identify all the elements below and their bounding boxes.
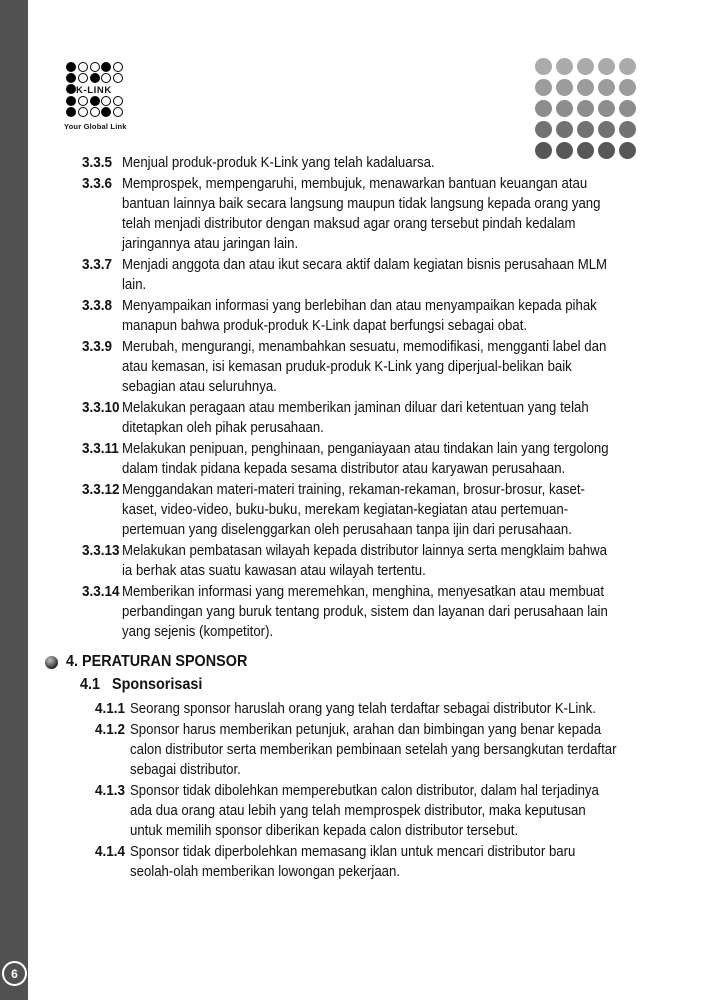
rule-item-text: Memberikan informasi yang meremehkan, menghina, menyesatkan atau membuat perbandingan yang buruk tentang produk, sistem dan layanan dari perusahaan lain yang sejenis (kompetitor).	[122, 583, 608, 640]
decor-dot	[619, 58, 636, 75]
sponsor-item	[95, 699, 707, 719]
rule-item-number: 3.3.14	[82, 583, 120, 600]
sponsor-item-number: 4.1.2	[95, 721, 126, 738]
logo-dot	[90, 96, 100, 106]
subsection-number: 4.1	[80, 676, 101, 693]
subsection-title: Sponsorisasi	[112, 676, 203, 693]
logo-dot	[101, 107, 111, 117]
rule-item	[82, 582, 707, 642]
sponsor-item-number: 4.1.4	[95, 843, 126, 860]
decor-dot	[619, 79, 636, 96]
logo-dot	[66, 62, 76, 72]
decor-dot	[535, 79, 552, 96]
decor-dot	[556, 58, 573, 75]
k-link-logo	[64, 62, 128, 131]
rule-item-number: 3.3.6	[82, 175, 113, 192]
rule-item	[82, 541, 707, 581]
rule-item-text: Melakukan penipuan, penghinaan, penganiayaan atau tindakan lain yang tergolong dalam tindak pidana kepada sesama distributor atau karyawan perusahaan.	[122, 440, 609, 477]
decor-dot	[556, 100, 573, 117]
rule-item-number: 3.3.5	[82, 154, 113, 171]
decor-dot	[556, 121, 573, 138]
rule-item-number: 3.3.11	[82, 440, 119, 457]
logo-dot	[78, 62, 88, 72]
rule-item	[82, 439, 707, 479]
rule-item	[82, 153, 707, 173]
logo-dot	[113, 107, 123, 117]
logo-dot	[90, 62, 100, 72]
decor-dot	[577, 100, 594, 117]
rule-item-number: 3.3.8	[82, 297, 113, 314]
logo-tagline: Your Global Link	[64, 122, 127, 131]
rule-item	[82, 296, 707, 336]
bullet-sphere-icon	[45, 656, 58, 669]
rule-item	[82, 398, 707, 438]
rule-item-number: 3.3.12	[82, 481, 120, 498]
decor-dot	[598, 79, 615, 96]
logo-dot	[113, 62, 123, 72]
logo-dot	[66, 107, 76, 117]
decor-dot	[619, 121, 636, 138]
rules-list	[82, 153, 707, 642]
logo-dot	[101, 96, 111, 106]
logo-dot	[90, 73, 100, 83]
logo-dot	[66, 73, 76, 83]
logo-dot-grid	[66, 62, 124, 118]
decor-dot	[535, 58, 552, 75]
sponsor-item-text: Sponsor tidak dibolehkan memperebutkan calon distributor, dalam hal terjadinya ada dua orang atau lebih yang telah memprospek distributor, maka keputusan untuk memilih sponsor diberikan kepada calon distributor tersebut.	[130, 782, 599, 839]
rule-item-text: Melakukan peragaan atau memberikan jaminan diluar dari ketentuan yang telah ditetapkan oleh pihak perusahaan.	[122, 399, 589, 436]
sponsor-item-number: 4.1.3	[95, 782, 126, 799]
logo-dot	[78, 73, 88, 83]
rule-item-text: Memprospek, mempengaruhi, membujuk, menawarkan bantuan keuangan atau bantuan lainnya baik secara langsung maupun tidak langsung kepada orang yang telah menjadi distributor dengan maksud agar orang tersebut pindah kedalam jaringannya atau jaringan lain.	[122, 175, 601, 252]
rule-item-text: Menjual produk-produk K-Link yang telah kadaluarsa.	[122, 154, 435, 171]
page-number-badge	[2, 961, 27, 986]
rule-item-text: Melakukan pembatasan wilayah kepada distributor lainnya serta mengklaim bahwa ia berhak atas suatu kawasan atau wilayah tertentu.	[122, 542, 608, 579]
logo-dot	[101, 73, 111, 83]
rule-item-text: Menggandakan materi-materi training, rekaman-rekaman, brosur-brosur, kaset-kaset, video-video, buku-buku, merekam kegiatan-kegiatan atau pertemuan-pertemuan yang diselenggarkan oleh perusahaan tanpa ijin dari perusahaan.	[122, 481, 585, 538]
decor-dot	[577, 58, 594, 75]
decor-dot	[556, 79, 573, 96]
section-heading-text: 4. PERATURAN SPONSOR	[66, 653, 248, 670]
rule-item-number: 3.3.10	[82, 399, 120, 416]
logo-brand-text: K-LINK	[76, 85, 112, 96]
rule-item-text: Menyampaikan informasi yang berlebihan dan atau menyampaikan kepada pihak manapun bahwa produk-produk K-Link dapat berfungsi sebagai obat.	[122, 297, 597, 334]
rule-item-number: 3.3.7	[82, 256, 113, 273]
sponsor-item-text: Sponsor harus memberikan petunjuk, arahan dan bimbingan yang benar kepada calon distributor serta memberikan pembinaan setelah yang bersangkutan terdaftar sebagai distributor.	[130, 721, 617, 778]
decor-dot	[535, 121, 552, 138]
section-heading	[45, 652, 707, 672]
rule-item-text: Merubah, mengurangi, menambahkan sesuatu, memodifikasi, mengganti label dan atau kemasan, isi kemasan pruduk-produk K-Link yang diperjual-belikan baik sebagian atau seluruhnya.	[122, 338, 607, 395]
page-number: 6	[11, 966, 18, 981]
sponsor-item	[95, 781, 707, 841]
decor-dot	[619, 100, 636, 117]
document-content	[66, 153, 707, 883]
rule-item-text: Menjadi anggota dan atau ikut secara aktif dalam kegiatan bisnis perusahaan MLM lain.	[122, 256, 608, 293]
decor-dot	[598, 121, 615, 138]
decor-dot	[598, 100, 615, 117]
decor-dot	[598, 58, 615, 75]
logo-dot	[78, 96, 88, 106]
sponsor-item-number: 4.1.1	[95, 700, 126, 717]
rule-item-number: 3.3.9	[82, 338, 113, 355]
decorative-dot-grid-icon	[535, 58, 636, 159]
subsection-heading	[80, 674, 707, 695]
sponsor-item	[95, 720, 707, 780]
logo-dot	[78, 107, 88, 117]
sponsor-item	[95, 842, 707, 882]
sponsor-list	[82, 699, 707, 882]
rule-item-number: 3.3.13	[82, 542, 120, 559]
rule-item	[82, 255, 707, 295]
logo-dot	[113, 96, 123, 106]
logo-dot	[101, 62, 111, 72]
logo-dot	[90, 107, 100, 117]
rule-item	[82, 174, 707, 254]
decor-dot	[535, 100, 552, 117]
decor-dot	[577, 79, 594, 96]
logo-dot	[66, 96, 76, 106]
left-edge-bar	[0, 0, 28, 1000]
rule-item	[82, 480, 707, 540]
decor-dot	[577, 121, 594, 138]
rule-item	[82, 337, 707, 397]
sponsor-item-text: Sponsor tidak diperbolehkan memasang iklan untuk mencari distributor baru seolah-olah memberikan lowongan pekerjaan.	[130, 843, 576, 880]
logo-dot	[113, 73, 123, 83]
sponsor-item-text: Seorang sponsor haruslah orang yang telah terdaftar sebagai distributor K-Link.	[130, 700, 596, 717]
